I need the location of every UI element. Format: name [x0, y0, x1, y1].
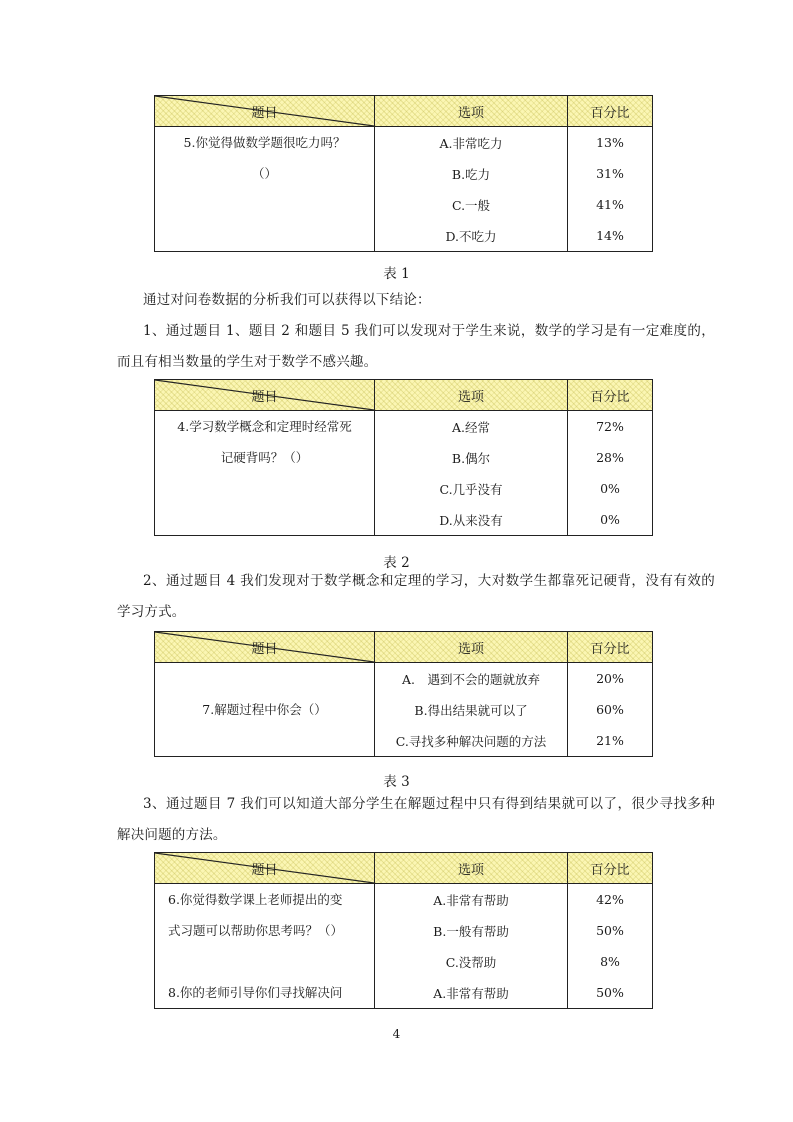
table-caption-2: 表 2: [383, 555, 410, 571]
header-option: 选项: [375, 632, 568, 663]
table-header-row: [155, 96, 653, 127]
option-cell: B.吃力: [375, 158, 568, 189]
header-option: 选项: [375, 380, 568, 411]
percent-cell: 28%: [568, 442, 653, 473]
survey-table-4: [154, 852, 653, 1009]
option-cell: B.得出结果就可以了: [375, 694, 568, 725]
header-percent: 百分比: [568, 853, 653, 884]
header-question: 题目: [155, 853, 375, 884]
percent-cell: 14%: [568, 220, 653, 252]
question-cell: 6.你觉得数学课上老师提出的变: [155, 884, 375, 916]
option-cell: A.非常有帮助: [375, 884, 568, 916]
table-caption-1: 表 1: [383, 266, 410, 282]
table-row: [155, 411, 653, 443]
survey-table-3: [154, 631, 653, 757]
header-percent: 百分比: [568, 96, 653, 127]
percent-cell: 50%: [568, 977, 653, 1009]
percent-cell: 0%: [568, 504, 653, 536]
header-option: 选项: [375, 853, 568, 884]
paragraph-conclusion-3: 3、通过题目 7 我们可以知道大部分学生在解题过程中只有得到结果就可以了，很少寻找多种解决问题的方法。: [117, 796, 715, 843]
percent-cell: 0%: [568, 473, 653, 504]
percent-cell: 72%: [568, 411, 653, 443]
table-header-row: [155, 853, 653, 884]
percent-cell: 31%: [568, 158, 653, 189]
header-percent: 百分比: [568, 632, 653, 663]
survey-table-1: [154, 95, 653, 252]
table-row: [155, 127, 653, 159]
question-cell: 7.解题过程中你会（）: [155, 663, 375, 757]
table-row: [155, 946, 653, 977]
question-cell: 8.你的老师引导你们寻找解决问: [155, 977, 375, 1009]
percent-cell: 13%: [568, 127, 653, 159]
percent-cell: 20%: [568, 663, 653, 695]
option-cell: D.从来没有: [375, 504, 568, 536]
option-cell: C.没帮助: [375, 946, 568, 977]
option-cell: C.一般: [375, 189, 568, 220]
question-cell: 5.你觉得做数学题很吃力吗？ （）: [155, 127, 375, 252]
option-cell: B.一般有帮助: [375, 915, 568, 946]
paragraph-intro: 通过对问卷数据的分析我们可以获得以下结论：: [143, 292, 431, 308]
header-question: 题目: [155, 632, 375, 663]
option-cell: A.经常: [375, 411, 568, 443]
header-percent: 百分比: [568, 380, 653, 411]
table-row: [155, 977, 653, 1009]
option-cell: D.不吃力: [375, 220, 568, 252]
table-row: [155, 915, 653, 946]
header-question: 题目: [155, 96, 375, 127]
table-header-row: [155, 380, 653, 411]
percent-cell: 21%: [568, 725, 653, 757]
percent-cell: 8%: [568, 946, 653, 977]
option-cell: C.几乎没有: [375, 473, 568, 504]
table-caption-3: 表 3: [383, 774, 410, 790]
header-option: 选项: [375, 96, 568, 127]
option-cell: A. 遇到不会的题就放弃: [375, 663, 568, 695]
paragraph-conclusion-2: 2、通过题目 4 我们发现对于数学概念和定理的学习，大对数学生都靠死记硬背，没有有效的学习方式。: [117, 573, 715, 620]
option-cell: B.偶尔: [375, 442, 568, 473]
question-cell: 式习题可以帮助你思考吗？（）: [155, 915, 375, 946]
percent-cell: 41%: [568, 189, 653, 220]
table-header-row: [155, 632, 653, 663]
percent-cell: 42%: [568, 884, 653, 916]
option-cell: A.非常吃力: [375, 127, 568, 159]
question-cell: 4.学习数学概念和定理时经常死 记硬背吗？（）: [155, 411, 375, 536]
option-cell: A.非常有帮助: [375, 977, 568, 1009]
table-row: [155, 663, 653, 695]
option-cell: C.寻找多种解决问题的方法: [375, 725, 568, 757]
survey-table-2: [154, 379, 653, 536]
percent-cell: 60%: [568, 694, 653, 725]
header-question: 题目: [155, 380, 375, 411]
percent-cell: 50%: [568, 915, 653, 946]
question-cell: [155, 946, 375, 977]
table-row: [155, 884, 653, 916]
paragraph-conclusion-1: 1、通过题目 1、题目 2 和题目 5 我们可以发现对于学生来说，数学的学习是有一定难度的，而且有相当数量的学生对于数学不感兴趣。: [117, 323, 715, 370]
page-number: 4: [392, 1027, 401, 1041]
